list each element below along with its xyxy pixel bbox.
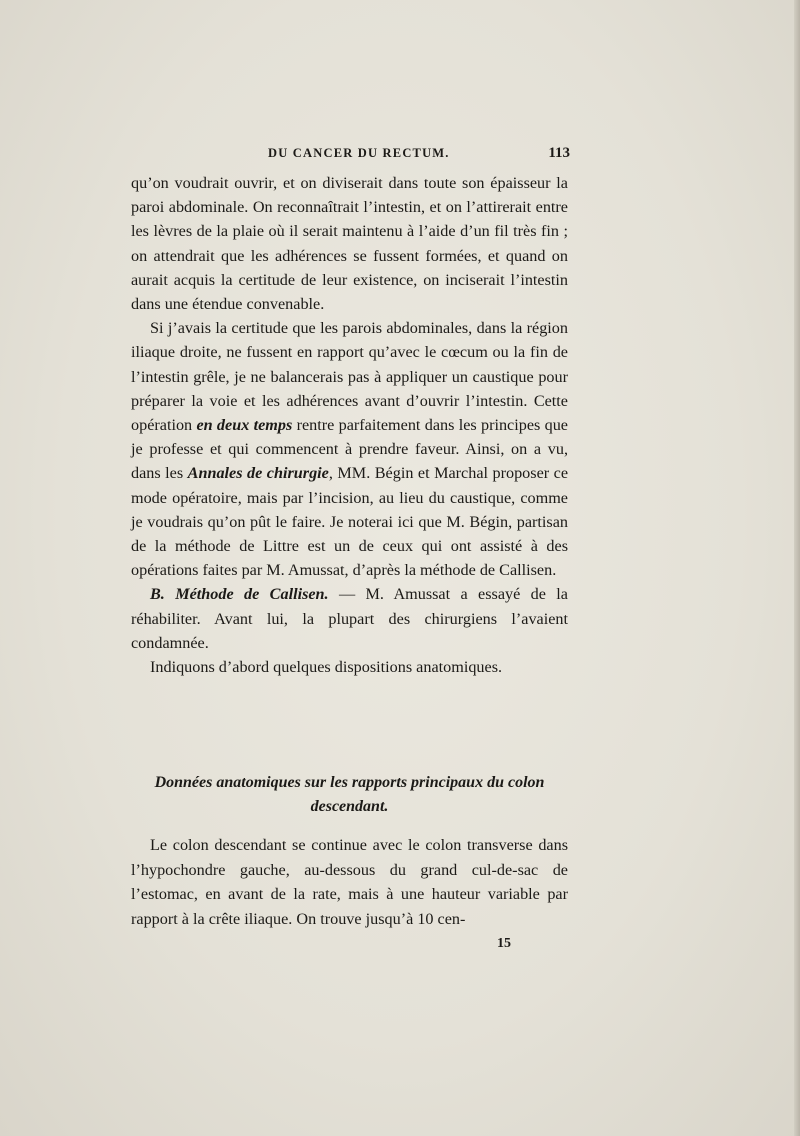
paragraph-5: Le colon descendant se continue avec le colon transverse dans l’hypochondre gauche, au-dessous du grand cul-de-sac de l’estomac, en avant de la rate, mais à une hauteur variable par rapport à la crête iliaque. On trouve jusqu’à 10 cen- (131, 836, 568, 928)
paragraph-2-text-b: rentre parfaitement dans les principes que je professe et qui commencent à prendre faveur. Ainsi, on a vu, dans les (131, 416, 568, 483)
page-edge (794, 0, 800, 1136)
paragraph-2-text-a: Si j’avais la certitude que les parois abdominales, dans la région iliaque droite, ne fussent en rapport qu’avec le cœcum ou la fin de l’intestin grêle, je ne balancerais pas à appliquer un caustique pour préparer la voie et les adhérences avant d’ouvrir l’intestin. Cette opération (131, 319, 568, 435)
paragraph-2-text-c: , MM. Bégin et Marchal proposer ce mode opératoire, mais par l’incision, au lieu du caustique, comme je voudrais qu’on pût le faire. Je noterai ici que M. Bégin, partisan de la méthode de Littre est un de ceux qui ont assisté à des opérations faites par M. Amussat, d’après la méthode de Callisen. (131, 464, 569, 580)
paragraph-3-text: — M. Amussat a essayé de la réhabiliter. Avant lui, la plupart des chirurgiens l’avaient condamnée. (131, 585, 568, 652)
body-text-2 (131, 833, 568, 931)
emphasis-en-deux-temps: en deux temps (196, 416, 293, 435)
running-title: DU CANCER DU RECTUM. (268, 146, 450, 160)
page-header (130, 146, 570, 166)
paragraph-2 (131, 316, 568, 582)
signature-mark: 15 (497, 936, 511, 951)
paragraph-1: qu’on voudrait ouvrir, et on diviserait dans toute son épaisseur la paroi abdominale. On reconnaîtrait l’intestin, et on l’attirerait entre les lèvres de la plaie où il serait maintenu à l’aide d’un fil très fin ; on attendrait que les adhérences se fussent formées, et quand on aurait acquis la certitude de leur existence, on inciserait l’intestin dans une étendue convenable. (131, 174, 568, 314)
body-text (131, 171, 568, 679)
page-number: 113 (548, 145, 570, 161)
subsection-title: B. Méthode de Callisen. (150, 585, 329, 604)
paragraph-4: Indiquons d’abord quelques dispositions anatomiques. (150, 658, 503, 677)
emphasis-annales: Annales de chirurgie (187, 464, 329, 483)
paragraph-3 (131, 582, 568, 655)
section-heading: Données anatomiques sur les rapports principaux du colon descendant. (154, 774, 545, 815)
